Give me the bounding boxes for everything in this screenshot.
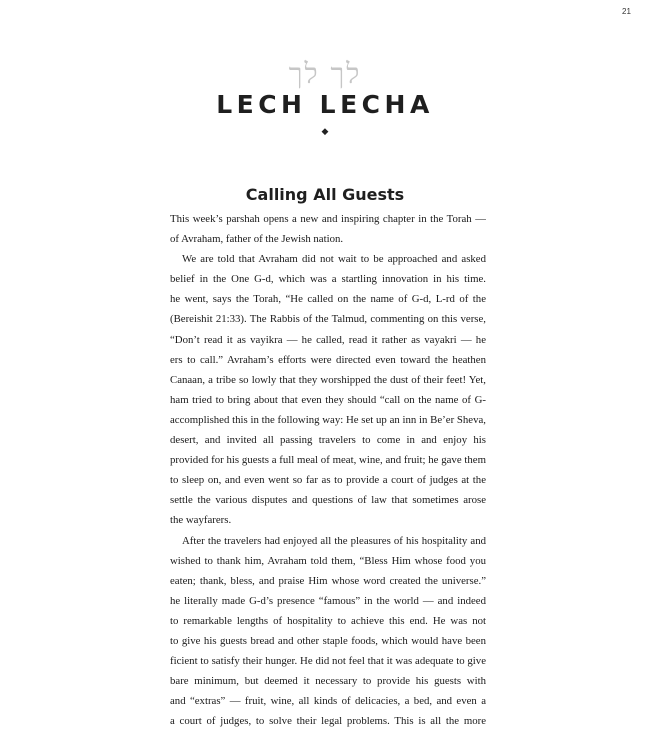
text-line: ficient to satisfy their hunger. He did not feel that it was adequate to give	[170, 655, 486, 668]
text-line: to give his guests bread and other staple foods, which would have been	[170, 634, 486, 647]
body-text	[170, 209, 486, 731]
section-title: Calling All Guests	[245, 185, 405, 204]
text-line: wished to thank him, Avraham told them, “Bless Him whose food you	[170, 554, 486, 567]
text-line: desert, and invited all passing travelers to come in and enjoy his	[170, 434, 486, 447]
text-line: ers to call.” Avraham’s efforts were directed even toward the heathen	[170, 353, 486, 366]
text-line: ham tried to bring about that even they should “call on the name of G-	[170, 393, 486, 406]
text-line: “Don’t read it as vayikra — he called, read it rather as vayakri — he	[170, 333, 486, 346]
text-line: We are told that Avraham did not wait to be approached and asked	[182, 253, 486, 266]
text-line: he went, says the Torah, “He called on the name of G-d, L-rd of the	[170, 293, 486, 306]
text-line: of Avraham, father of the Jewish nation.	[170, 233, 344, 246]
text-line: provided for his guests a full meal of meat, wine, and fruit; he gave them	[170, 454, 486, 467]
text-line: bare minimum, but deemed it necessary to provide his guests with	[170, 675, 486, 688]
ornament-diamond: ◆	[321, 126, 329, 136]
text-line: This week’s parshah opens a new and inspiring chapter in the Torah —	[170, 213, 486, 225]
chapter-hebrew-title: לך לך	[288, 57, 362, 90]
text-line: (Bereishit 21:33). The Rabbis of the Talmud, commenting on this verse,	[170, 313, 486, 326]
text-line: belief in the One G-d, which was a startling innovation in his time.	[170, 273, 486, 286]
text-line: settle the various disputes and questions of law that sometimes arose	[170, 494, 486, 507]
text-line: and “extras” — fruit, wine, all kinds of delicacies, a bed, and even a	[170, 695, 486, 708]
text-line: to remarkable lengths of hospitality to achieve this end. He was not	[170, 614, 486, 627]
text-line: the wayfarers.	[170, 514, 232, 527]
text-line: After the travelers had enjoyed all the pleasures of his hospitality and	[182, 534, 486, 547]
text-line: accomplished this in the following way: He set up an inn in Be’er Sheva,	[170, 413, 486, 426]
page-number: 21	[622, 7, 631, 16]
text-line: Canaan, a tribe so lowly that they worshipped the dust of their feet! Yet,	[170, 373, 486, 386]
text-line: eaten; thank, bless, and praise Him whose word created the universe.”	[170, 574, 486, 587]
chapter-title: LECH LECHA	[216, 90, 434, 119]
text-line: to sleep on, and even went so far as to provide a court of judges at the	[170, 474, 486, 487]
text-line: a court of judges, to solve their legal problems. This is all the more	[170, 715, 486, 728]
text-line: he literally made G-d’s presence “famous” in the world — and indeed	[170, 594, 486, 607]
